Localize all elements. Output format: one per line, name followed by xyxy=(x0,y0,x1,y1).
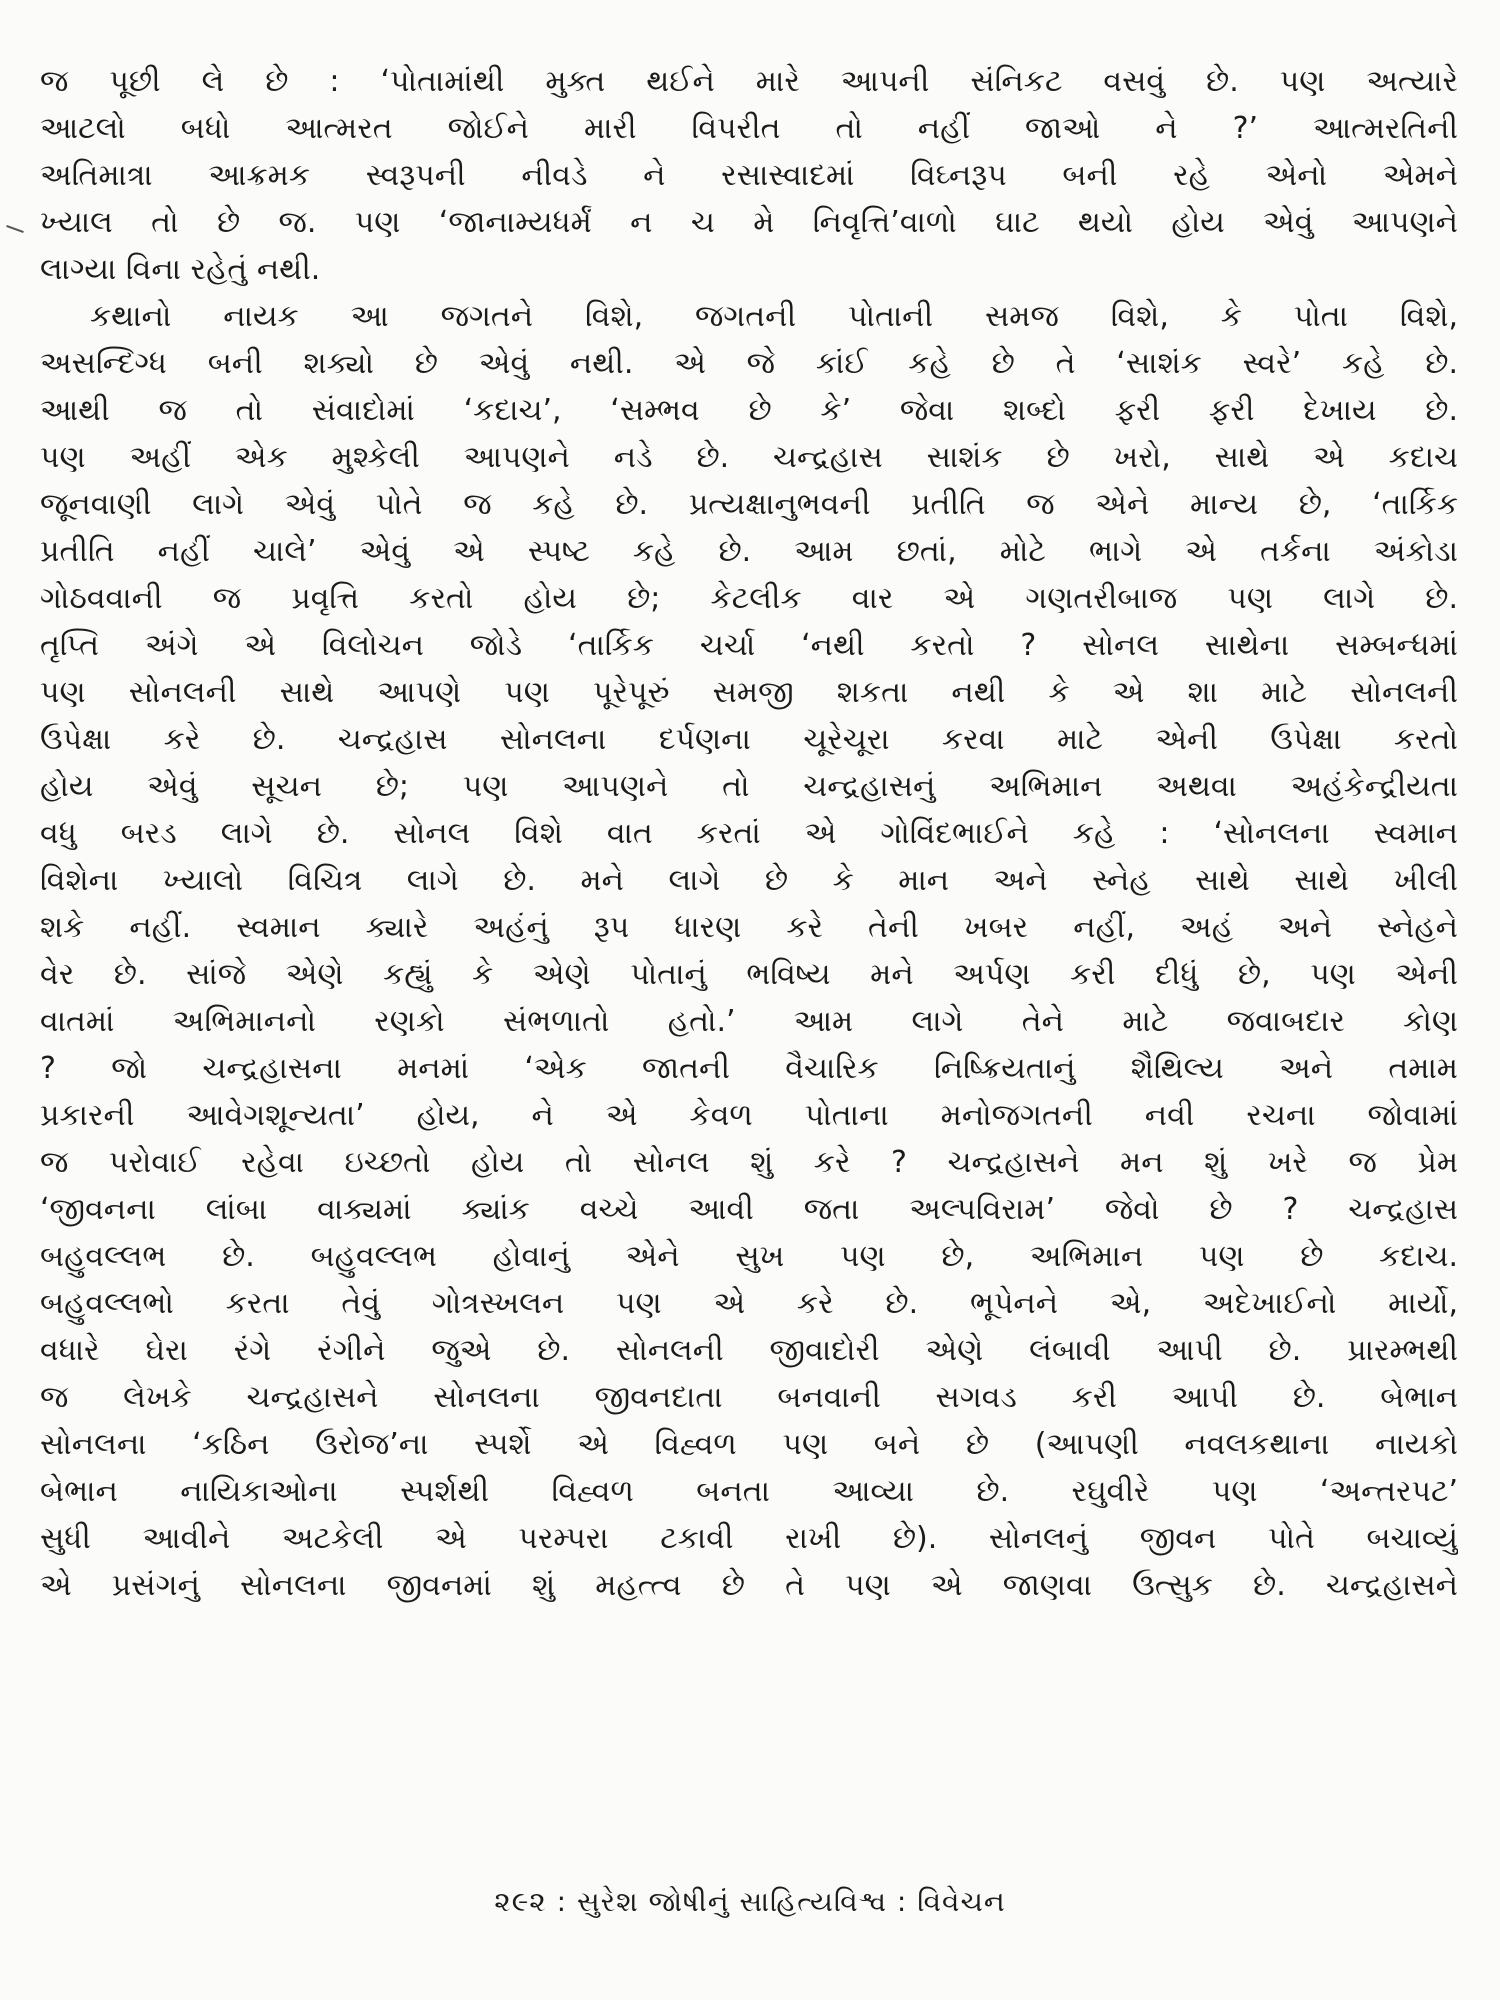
text-line: ખ્યાલ તો છે જ. પણ ‘જાનામ્યધર્મં ન ચ મે નિવૃત્તિ’વાળો ઘાટ થયો હોય એવું આપણને xyxy=(40,205,1458,240)
text-line: બહુવલ્લભ છે. બહુવલ્લભ હોવાનું એને સુખ પણ છે, અભિમાન પણ છે કદાચ. xyxy=(40,1239,1458,1274)
body-text xyxy=(40,58,1458,1609)
text-line: જૂનવાણી લાગે એવું પોતે જ કહે છે. પ્રત્યક્ષાનુભવની પ્રતીતિ જ એને માન્ય છે, ‘તાર્કિક xyxy=(40,487,1458,522)
text-line: આથી જ તો સંવાદોમાં ‘કદાચ’, ‘સમ્ભવ છે કે’ જેવા શબ્દો ફરી ફરી દેખાય છે. xyxy=(40,393,1458,428)
text-line: જ પૂછી લે છે : ‘પોતામાંથી મુક્ત થઈને મારે આપની સંનિકટ વસવું છે. પણ અત્યારે xyxy=(40,64,1458,99)
text-line: વધુ બરડ લાગે છે. સોનલ વિશે વાત કરતાં એ ગોવિંદભાઈને કહે : ‘સોનલના સ્વમાન xyxy=(40,816,1458,851)
text-line: ‘જીવનના લાંબા વાક્યમાં ક્યાંક વચ્ચે આવી જતા અલ્પવિરામ’ જેવો છે ? ચન્દ્રહાસ xyxy=(40,1192,1458,1227)
page-footer: ૨૯૨ : સુરેશ જોષીનું સાહિત્યવિશ્વ : વિવેચન xyxy=(494,1885,1006,1918)
text-line: પણ અહીં એક મુશ્કેલી આપણને નડે છે. ચન્દ્રહાસ સાશંક છે ખરો, સાથે એ કદાચ xyxy=(40,440,1458,475)
text-line: વધારે ઘેરા રંગે રંગીને જુએ છે. સોનલની જીવાદોરી એણે લંબાવી આપી છે. પ્રારમ્ભથી xyxy=(40,1333,1458,1368)
text-line: શકે નહીં. સ્વમાન ક્યારે અહંનું રૂપ ધારણ કરે તેની ખબર નહીં, અહં અને સ્નેહને xyxy=(40,910,1458,945)
text-line: બેભાન નાયિકાઓના સ્પર્શથી વિહ્વળ બનતા આવ્યા છે. રઘુવીરે પણ ‘અન્તરપટ’ xyxy=(40,1474,1458,1509)
text-line: એ પ્રસંગનું સોનલના જીવનમાં શું મહત્ત્વ છે તે પણ એ જાણવા ઉત્સુક છે. ચન્દ્રહાસને xyxy=(40,1568,1458,1603)
text-line: વેર છે. સાંજે એણે કહ્યું કે એણે પોતાનું ભવિષ્ય મને અર્પણ કરી દીધું છે, પણ એની xyxy=(40,957,1458,992)
text-line: સોનલના ‘કઠિન ઉરોજ’ના સ્પર્શે એ વિહ્વળ પણ બને છે (આપણી નવલકથાના નાયકો xyxy=(40,1427,1458,1462)
margin-mark xyxy=(6,225,24,233)
text-line: તૃપ્તિ અંગે એ વિલોચન જોડે ‘તાર્કિક ચર્ચા ‘નથી કરતો ? સોનલ સાથેના સમ્બન્ધમાં xyxy=(40,628,1458,663)
text-line: વાતમાં અભિમાનનો રણકો સંભળાતો હતો.’ આમ લાગે તેને માટે જવાબદાર કોણ xyxy=(40,1004,1458,1039)
text-line: આટલો બધો આત્મરત જોઈને મારી વિપરીત તો નહીં જાઓ ને ?’ આત્મરતિની xyxy=(40,111,1458,146)
text-line: લાગ્યા વિના રહેતું નથી. xyxy=(40,252,321,287)
text-line: પ્રકારની આવેગશૂન્યતા’ હોય, ને એ કેવળ પોતાના મનોજગતની નવી રચના જોવામાં xyxy=(40,1098,1458,1133)
text-line: હોય એવું સૂચન છે; પણ આપણને તો ચન્દ્રહાસનું અભિમાન અથવા અહંકેન્દ્રીયતા xyxy=(40,769,1458,804)
paragraph-start-line: કથાનો નાયક આ જગતને વિશે, જગતની પોતાની સમજ વિશે, કે પોતા વિશે, xyxy=(90,299,1458,334)
text-line: પ્રતીતિ નહીં ચાલે’ એવું એ સ્પષ્ટ કહે છે. આમ છતાં, મોટે ભાગે એ તર્કના અંકોડા xyxy=(40,534,1458,569)
text-line: સુધી આવીને અટકેલી એ પરમ્પરા ટકાવી રાખી છે). સોનલનું જીવન પોતે બચાવ્યું xyxy=(40,1521,1458,1556)
text-line: પણ સોનલની સાથે આપણે પણ પૂરેપૂરું સમજી શકતા નથી કે એ શા માટે સોનલની xyxy=(40,675,1458,710)
text-line: વિશેના ખ્યાલો વિચિત્ર લાગે છે. મને લાગે છે કે માન અને સ્નેહ સાથે સાથે ખીલી xyxy=(40,863,1458,898)
text-line: અતિમાત્રા આક્રમક સ્વરૂપની નીવડે ને રસાસ્વાદમાં વિઘ્નરૂપ બની રહે એનો એમને xyxy=(40,158,1458,193)
text-line: બહુવલ્લભો કરતા તેવું ગોત્રસ્ખલન પણ એ કરે છે. ભૂપેનને એ, અદેખાઈનો માર્યો, xyxy=(40,1286,1458,1321)
text-line: જ પરોવાઈ રહેવા ઇચ્છતો હોય તો સોનલ શું કરે ? ચન્દ્રહાસને મન શું ખરે જ પ્રેમ xyxy=(40,1145,1458,1180)
text-line: ગોઠવવાની જ પ્રવૃત્તિ કરતો હોય છે; કેટલીક વાર એ ગણતરીબાજ પણ લાગે છે. xyxy=(40,581,1458,616)
text-line: ઉપેક્ષા કરે છે. ચન્દ્રહાસ સોનલના દર્પણના ચૂરેચૂરા કરવા માટે એની ઉપેક્ષા કરતો xyxy=(40,722,1458,757)
text-line: ? જો ચન્દ્રહાસના મનમાં ‘એક જાતની વૈચારિક નિષ્ક્રિયતાનું શૈથિલ્ય અને તમામ xyxy=(40,1051,1458,1086)
text-line: જ લેખકે ચન્દ્રહાસને સોનલના જીવનદાતા બનવાની સગવડ કરી આપી છે. બેભાન xyxy=(40,1380,1458,1415)
text-line: અસન્દિગ્ધ બની શક્યો છે એવું નથી. એ જે કાંઈ કહે છે તે ‘સાશંક સ્વરે’ કહે છે. xyxy=(40,346,1458,381)
